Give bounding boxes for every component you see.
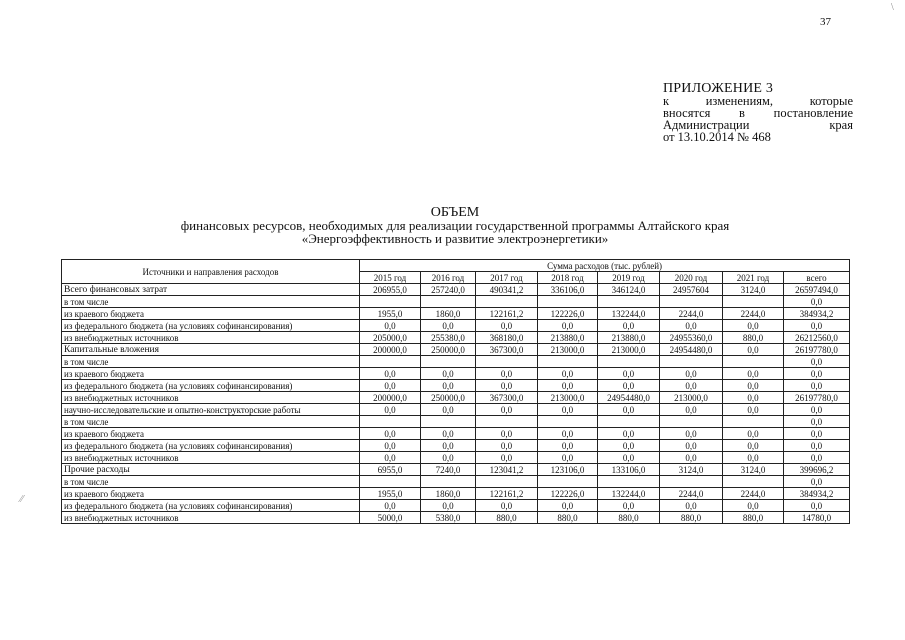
table-cell [660,356,723,368]
table-cell [421,476,476,488]
table-cell [538,416,598,428]
header-year: 2019 год [598,272,660,284]
header-year: 2015 год [360,272,421,284]
appendix-title: ПРИЛОЖЕНИЕ 3 [663,81,774,96]
page-number: 37 [820,16,831,28]
table-cell: 0,0 [476,320,538,332]
table-cell [598,356,660,368]
table-row [62,296,850,308]
row-label: Всего финансовых затрат [62,284,360,296]
title-line-1: финансовых ресурсов, необходимых для реализации государственной программы Алтайского края [180,218,730,233]
row-label: Прочие расходы [62,464,360,476]
table-cell: 1860,0 [421,488,476,500]
row-label: из краевого бюджета [62,428,360,440]
table-row [62,320,850,332]
table-cell: 26597494,0 [784,284,850,296]
table-cell: 0,0 [476,368,538,380]
row-label: из федерального бюджета (на условиях софинансирования) [62,440,360,452]
table-cell [476,356,538,368]
table-cell: 0,0 [360,428,421,440]
table-cell: 399696,2 [784,464,850,476]
header-sources: Источники и направления расходов [62,260,360,284]
table-cell: 24957604 [660,284,723,296]
table-cell: 257240,0 [421,284,476,296]
table-cell: 133106,0 [598,464,660,476]
table-cell [723,476,784,488]
table-cell: 0,0 [360,452,421,464]
table-row [62,344,850,356]
table-cell: 0,0 [784,416,850,428]
document-title [60,206,850,245]
row-label: из краевого бюджета [62,368,360,380]
table-cell: 0,0 [360,404,421,416]
table-cell: 213880,0 [598,332,660,344]
table-row [62,452,850,464]
table-cell: 250000,0 [421,392,476,404]
table-row [62,368,850,380]
table-row [62,284,850,296]
table-cell: 0,0 [784,440,850,452]
table-cell: 0,0 [476,500,538,512]
table-row [62,428,850,440]
table-cell: 0,0 [538,428,598,440]
table-cell: 0,0 [476,380,538,392]
table-cell [598,296,660,308]
row-label: из федерального бюджета (на условиях софинансирования) [62,380,360,392]
table-cell: 255380,0 [421,332,476,344]
table-cell [538,296,598,308]
table-cell: 1955,0 [360,488,421,500]
table-cell: 14780,0 [784,512,850,524]
table-cell: 367300,0 [476,392,538,404]
table-row [62,404,850,416]
appendix-block [663,83,853,143]
table-cell [660,476,723,488]
table-row [62,512,850,524]
table-cell: 2244,0 [660,488,723,500]
table-cell: 1955,0 [360,308,421,320]
row-label: из внебюджетных источников [62,452,360,464]
table-cell: 0,0 [476,440,538,452]
table-cell: 0,0 [784,380,850,392]
table-cell: 0,0 [421,440,476,452]
table-cell [660,416,723,428]
table-cell: 24955360,0 [660,332,723,344]
table-cell [538,476,598,488]
table-cell [476,296,538,308]
header-year: 2017 год [476,272,538,284]
table-cell: 205000,0 [360,332,421,344]
table-cell: 26197780,0 [784,392,850,404]
table-cell: 0,0 [538,500,598,512]
table-cell: 2244,0 [660,308,723,320]
table-row [62,356,850,368]
expenses-table [61,259,850,524]
appendix-line: к изменениям, которые [663,94,853,108]
table-cell: 7240,0 [421,464,476,476]
table-cell: 0,0 [723,428,784,440]
table-cell: 122161,2 [476,488,538,500]
table-cell [421,356,476,368]
row-label: в том числе [62,296,360,308]
table-cell: 0,0 [360,380,421,392]
table-row [62,392,850,404]
table-cell: 0,0 [538,320,598,332]
table-cell: 213000,0 [538,392,598,404]
table-cell: 0,0 [784,368,850,380]
table-cell: 0,0 [598,428,660,440]
table-cell: 0,0 [598,404,660,416]
table-cell: 24954480,0 [660,344,723,356]
table-cell: 213000,0 [660,392,723,404]
table-cell: 0,0 [660,320,723,332]
table-cell: 24954480,0 [598,392,660,404]
table-body [62,284,850,524]
table-cell: 122161,2 [476,308,538,320]
table-cell: 384934,2 [784,308,850,320]
table-cell: 0,0 [421,428,476,440]
scan-mark: ⁄⁄ [20,494,24,505]
row-label: из краевого бюджета [62,488,360,500]
table-cell: 0,0 [360,440,421,452]
table-cell: 880,0 [538,512,598,524]
table-cell: 0,0 [598,380,660,392]
table-cell: 3124,0 [660,464,723,476]
table-cell: 0,0 [784,500,850,512]
table-cell [598,476,660,488]
row-label: Капитальные вложения [62,344,360,356]
table-cell: 132244,0 [598,488,660,500]
table-row [62,440,850,452]
table-cell: 213000,0 [538,344,598,356]
table-cell: 0,0 [660,380,723,392]
table-cell: 0,0 [660,452,723,464]
row-label: из краевого бюджета [62,308,360,320]
table-cell [723,416,784,428]
header-year: 2021 год [723,272,784,284]
table-cell: 123041,2 [476,464,538,476]
table-cell: 0,0 [723,500,784,512]
table-cell: 0,0 [421,404,476,416]
table-cell: 213000,0 [598,344,660,356]
table-cell: 0,0 [421,320,476,332]
table-cell: 346124,0 [598,284,660,296]
table-cell: 880,0 [660,512,723,524]
header-year: 2020 год [660,272,723,284]
table-cell: 0,0 [784,296,850,308]
table-header-row [62,260,850,272]
row-label: в том числе [62,476,360,488]
table-cell: 26197780,0 [784,344,850,356]
table-cell: 213880,0 [538,332,598,344]
row-label: в том числе [62,356,360,368]
table-cell: 5380,0 [421,512,476,524]
table-cell: 206955,0 [360,284,421,296]
row-label: в том числе [62,416,360,428]
table-cell: 490341,2 [476,284,538,296]
table-cell: 880,0 [723,512,784,524]
table-cell: 5000,0 [360,512,421,524]
table-cell [360,476,421,488]
table-cell [360,416,421,428]
table-cell: 132244,0 [598,308,660,320]
table-cell [476,416,538,428]
table-cell [723,296,784,308]
table-cell: 0,0 [723,440,784,452]
table-cell: 0,0 [660,440,723,452]
table-cell: 0,0 [476,404,538,416]
table-cell: 0,0 [421,368,476,380]
appendix-line: вносятся в постановление [663,106,853,120]
table-cell [660,296,723,308]
appendix-line: Администрации края [663,118,853,132]
table-cell: 0,0 [660,404,723,416]
table-cell: 0,0 [784,452,850,464]
table-cell: 0,0 [784,476,850,488]
table-cell: 0,0 [476,452,538,464]
table-cell: 0,0 [538,452,598,464]
table-cell [723,356,784,368]
table-cell: 384934,2 [784,488,850,500]
table-row [62,308,850,320]
row-label: научно-исследовательские и опытно-конструкторские работы [62,404,360,416]
table-cell: 0,0 [598,500,660,512]
table-cell: 0,0 [660,500,723,512]
table-row [62,476,850,488]
table-row [62,380,850,392]
table-cell [360,356,421,368]
table-row [62,500,850,512]
table-cell: 3124,0 [723,284,784,296]
table-cell: 0,0 [598,452,660,464]
table-cell: 0,0 [784,356,850,368]
table-cell [360,296,421,308]
header-year: 2016 год [421,272,476,284]
table-cell: 2244,0 [723,308,784,320]
row-label: из внебюджетных источников [62,512,360,524]
table-cell: 0,0 [784,428,850,440]
table-cell: 0,0 [421,452,476,464]
table-cell [476,476,538,488]
table-cell: 880,0 [598,512,660,524]
table-cell: 123106,0 [538,464,598,476]
row-label: из внебюджетных источников [62,392,360,404]
table-cell: 880,0 [476,512,538,524]
table-cell: 0,0 [723,368,784,380]
table-cell: 250000,0 [421,344,476,356]
table-cell: 0,0 [538,404,598,416]
row-label: из федерального бюджета (на условиях софинансирования) [62,500,360,512]
table-cell: 0,0 [421,500,476,512]
title-main: ОБЪЕМ [430,205,480,220]
table-cell: 26212560,0 [784,332,850,344]
table-cell: 0,0 [723,392,784,404]
table-cell: 0,0 [360,320,421,332]
table-cell: 880,0 [723,332,784,344]
table-cell: 0,0 [723,320,784,332]
table-cell: 0,0 [538,380,598,392]
row-label: из внебюджетных источников [62,332,360,344]
table-cell: 0,0 [360,368,421,380]
appendix-date: от 13.10.2014 № 468 [663,130,771,144]
table-cell: 0,0 [723,344,784,356]
header-year: 2018 год [538,272,598,284]
table-cell: 0,0 [723,380,784,392]
table-row [62,416,850,428]
table-cell: 0,0 [723,404,784,416]
scan-mark: \ [891,2,894,13]
table-row [62,332,850,344]
header-sum: Сумма расходов (тыс. рублей) [360,260,850,272]
table-cell: 0,0 [784,320,850,332]
table-row [62,464,850,476]
table-cell [421,416,476,428]
table-cell: 3124,0 [723,464,784,476]
table-cell: 0,0 [784,404,850,416]
table-cell [421,296,476,308]
row-label: из федерального бюджета (на условиях софинансирования) [62,320,360,332]
table-cell: 0,0 [660,428,723,440]
header-year: всего [784,272,850,284]
table-cell: 0,0 [598,368,660,380]
table-cell: 0,0 [598,440,660,452]
table-cell: 0,0 [598,320,660,332]
table-cell: 200000,0 [360,392,421,404]
table-cell: 0,0 [538,440,598,452]
table-cell: 1860,0 [421,308,476,320]
table-cell: 336106,0 [538,284,598,296]
title-line-2: «Энергоэффективность и развитие электроэнергетики» [301,231,609,246]
table-cell: 2244,0 [723,488,784,500]
table-cell: 0,0 [538,368,598,380]
table-cell: 0,0 [660,368,723,380]
table-cell: 200000,0 [360,344,421,356]
table-cell: 367300,0 [476,344,538,356]
table-cell: 368180,0 [476,332,538,344]
table-cell [598,416,660,428]
table-row [62,488,850,500]
table-cell: 0,0 [723,452,784,464]
table-cell: 0,0 [360,500,421,512]
table-cell [538,356,598,368]
table-cell: 122226,0 [538,488,598,500]
table-cell: 122226,0 [538,308,598,320]
table-cell: 6955,0 [360,464,421,476]
table-cell: 0,0 [421,380,476,392]
table-cell: 0,0 [476,428,538,440]
